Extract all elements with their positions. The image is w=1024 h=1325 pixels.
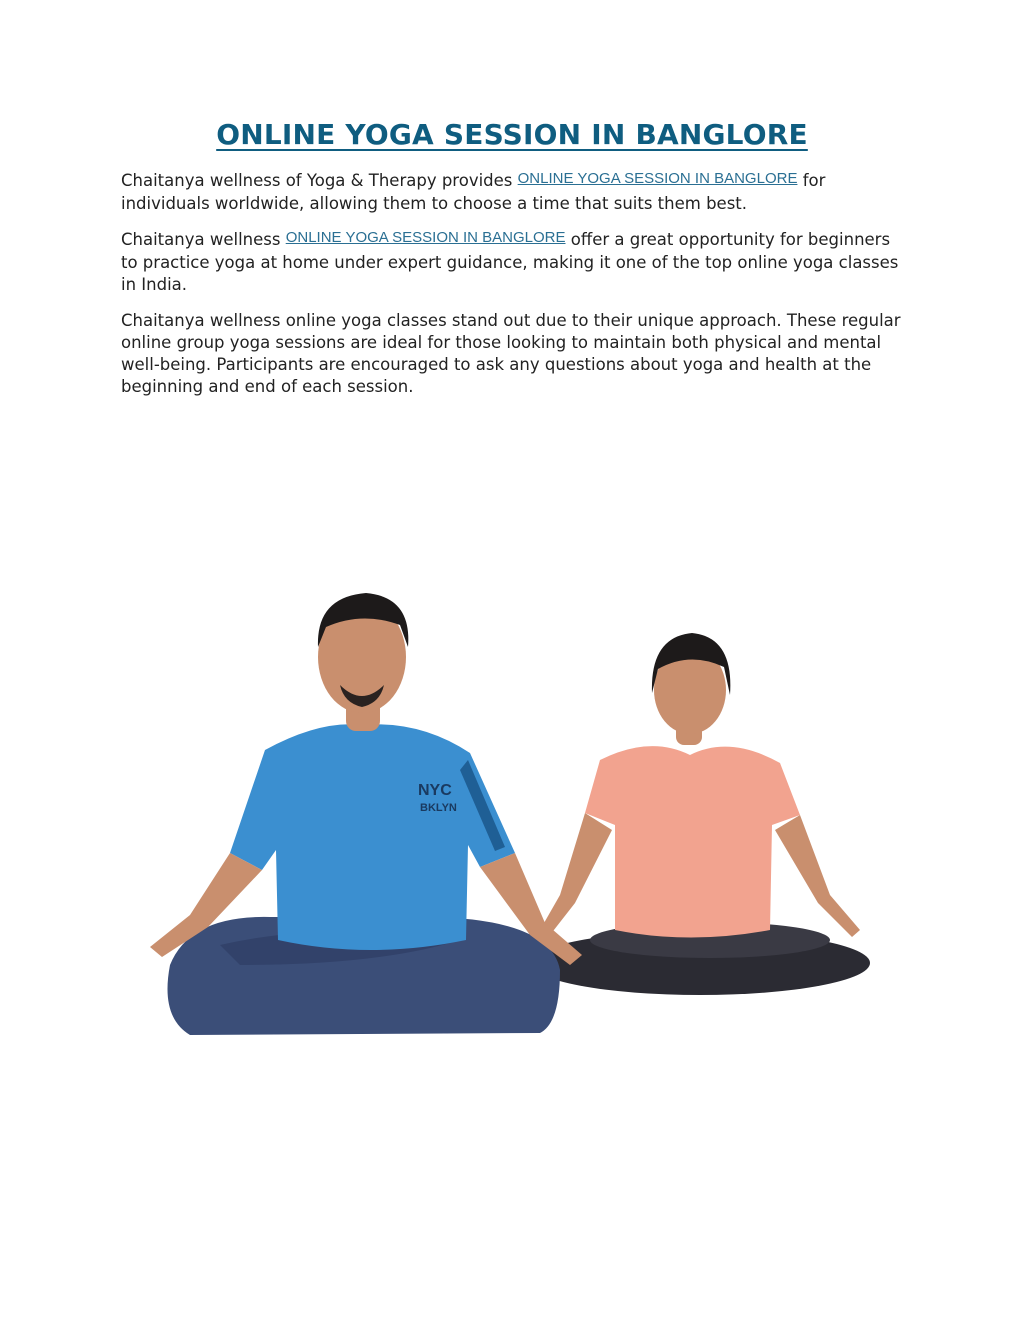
yoga-meditation-photo xyxy=(130,585,890,1045)
man-figure xyxy=(150,593,582,1035)
woman-torso xyxy=(585,746,800,937)
paragraph-1 xyxy=(121,170,911,215)
page-title-text: ONLINE YOGA SESSION IN BANGLORE xyxy=(216,118,808,151)
paragraph-2 xyxy=(121,229,911,296)
page-title xyxy=(0,118,1024,151)
paragraph-3: Chaitanya wellness online yoga classes stand out due to their unique approach. These regular online group yoga sessions are ideal for those looking to maintain both physical and mental well-being. Participants are encouraged to ask any questions about yoga and health at the beginning and end of each session. xyxy=(121,311,901,396)
shirt-print-line-2: BKLYN xyxy=(420,802,457,814)
woman-figure xyxy=(530,633,870,995)
man-torso xyxy=(230,724,515,950)
session-link-2[interactable]: ONLINE YOGA SESSION IN BANGLORE xyxy=(285,229,566,246)
paragraph-2-text-start: Chaitanya wellness xyxy=(121,230,286,249)
session-link-1[interactable]: ONLINE YOGA SESSION IN BANGLORE xyxy=(517,170,798,187)
woman-left-arm xyxy=(540,813,612,935)
paragraph-1-text-start: Chaitanya wellness of Yoga & Therapy provides xyxy=(121,171,518,190)
woman-right-arm xyxy=(775,815,860,937)
paragraph-2-text-end: offer a great opportunity for beginners to practice yoga at home under expert guidance, making it one of the top online yoga classes in India. xyxy=(121,230,899,294)
article-body xyxy=(121,170,911,412)
shirt-print-line-1: NYC xyxy=(418,782,452,799)
paragraph-1-text-end: for individuals worldwide, allowing them to choose a time that suits them best. xyxy=(121,171,826,213)
